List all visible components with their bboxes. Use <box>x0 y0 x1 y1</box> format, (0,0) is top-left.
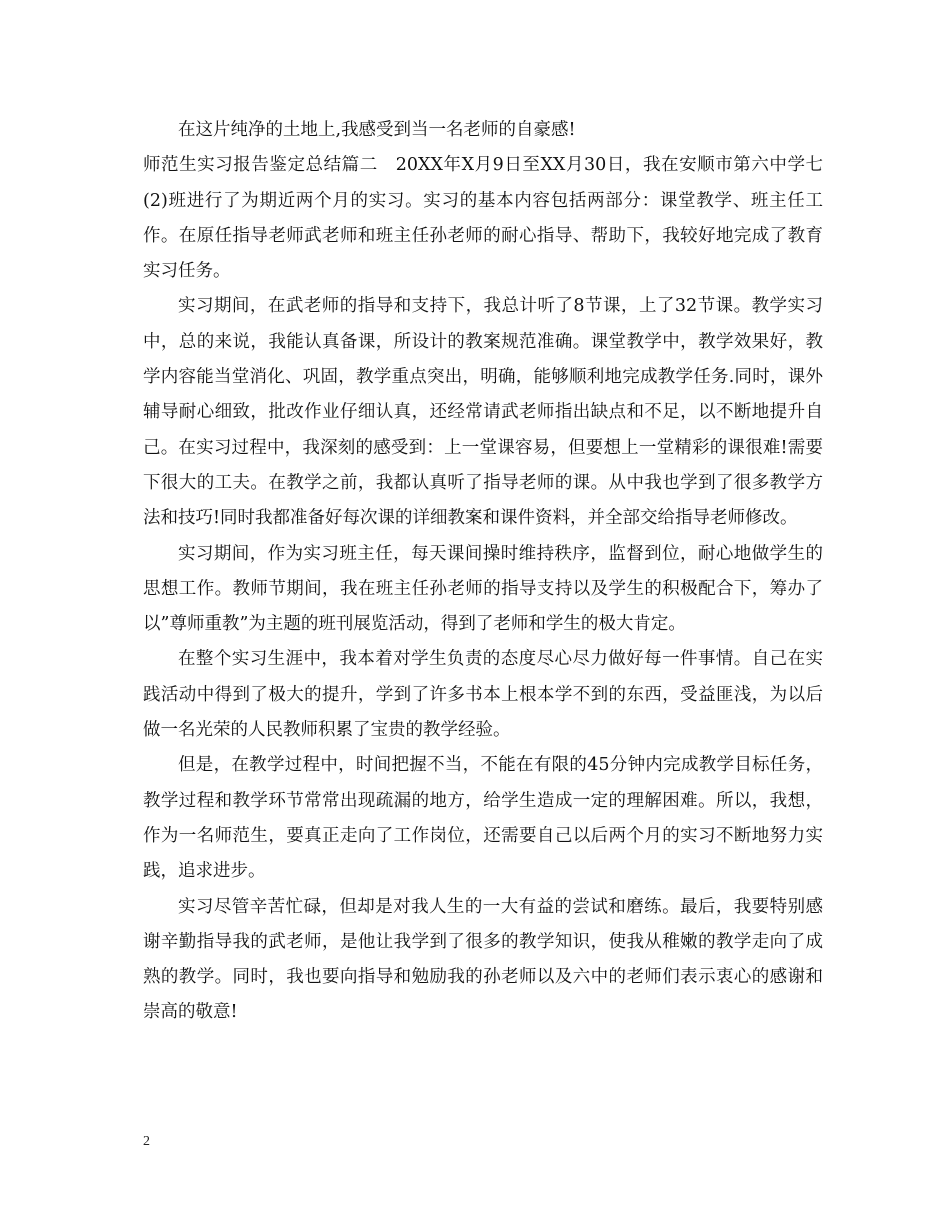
paragraph-3 <box>143 289 823 536</box>
paragraph-text: 实习期间，作为实习班主任，每天课间操时维持秩序，监督到位，耐心地做学生的思想工作。教师节期间，我在班主任孙老师的指导支持以及学生的积极配合下，筹办了以”尊师重教”为主题的班刊展览活动，得到了老师和学生的极大肯定。 <box>143 543 823 635</box>
paragraph-text: 实习尽管辛苦忙碌，但却是对我人生的一大有益的尝试和磨练。最后，我要特别感谢辛勤指导我的武老师，是他让我学到了很多的教学知识，使我从稚嫩的教学走向了成熟的教学。同时，我也要向指导和勉励我的孙老师以及六中的老师们表示衷心的感谢和崇高的敬意! <box>143 896 823 1023</box>
paragraph-text: 20XX年X月9日至XX月30日，我在安顺市第六中学七(2)班进行了为期近两个月的实习。实习的基本内容包括两部分：课堂教学、班主任工作。在原任指导老师武老师和班主任孙老师的耐心指导、帮助下，我较好地完成了教育实习任务。 <box>143 155 823 282</box>
paragraph-1 <box>143 113 823 148</box>
paragraph-text: 但是，在教学过程中，时间把握不当，不能在有限的45分钟内完成教学目标任务，教学过程和教学环节常常出现疏漏的地方，给学生造成一定的理解困难。所以，我想，作为一名师范生，要真正走向了工作岗位，还需要自己以后两个月的实习不断地努力实践，追求进步。 <box>143 755 823 882</box>
page-number: 2 <box>143 1134 150 1149</box>
paragraph-4 <box>143 537 823 643</box>
paragraph-6 <box>143 748 823 889</box>
paragraph-text: 在整个实习生涯中，我本着对学生负责的态度尽心尽力做好每一件事情。自己在实践活动中得到了极大的提升，学到了许多书本上根本学不到的东西，受益匪浅，为以后做一名光荣的人民教师积累了宝贵的教学经验。 <box>143 649 823 741</box>
section-heading: 师范生实习报告鉴定总结篇二 <box>143 155 378 176</box>
paragraph-2 <box>143 148 823 289</box>
paragraph-text: 在这片纯净的土地上,我感受到当一名老师的自豪感! <box>178 120 576 140</box>
paragraph-7 <box>143 890 823 1031</box>
paragraph-5 <box>143 642 823 748</box>
document-body <box>143 113 823 1031</box>
paragraph-text: 实习期间，在武老师的指导和支持下，我总计听了8节课，上了32节课。教学实习中，总的来说，我能认真备课，所设计的教案规范准确。课堂教学中，教学效果好，教学内容能当堂消化、巩固，教学重点突出，明确，能够顺利地完成教学任务.同时，课外辅导耐心细致，批改作业仔细认真，还经常请武老师指出缺点和不足，以不断地提升自己。在实习过程中，我深刻的感受到：上一堂课容易，但要想上一堂精彩的课很难!需要下很大的工夫。在教学之前，我都认真听了指导老师的课。从中我也学到了很多教学方法和技巧!同时我都准备好每次课的详细教案和课件资料，并全部交给指导老师修改。 <box>143 296 823 529</box>
